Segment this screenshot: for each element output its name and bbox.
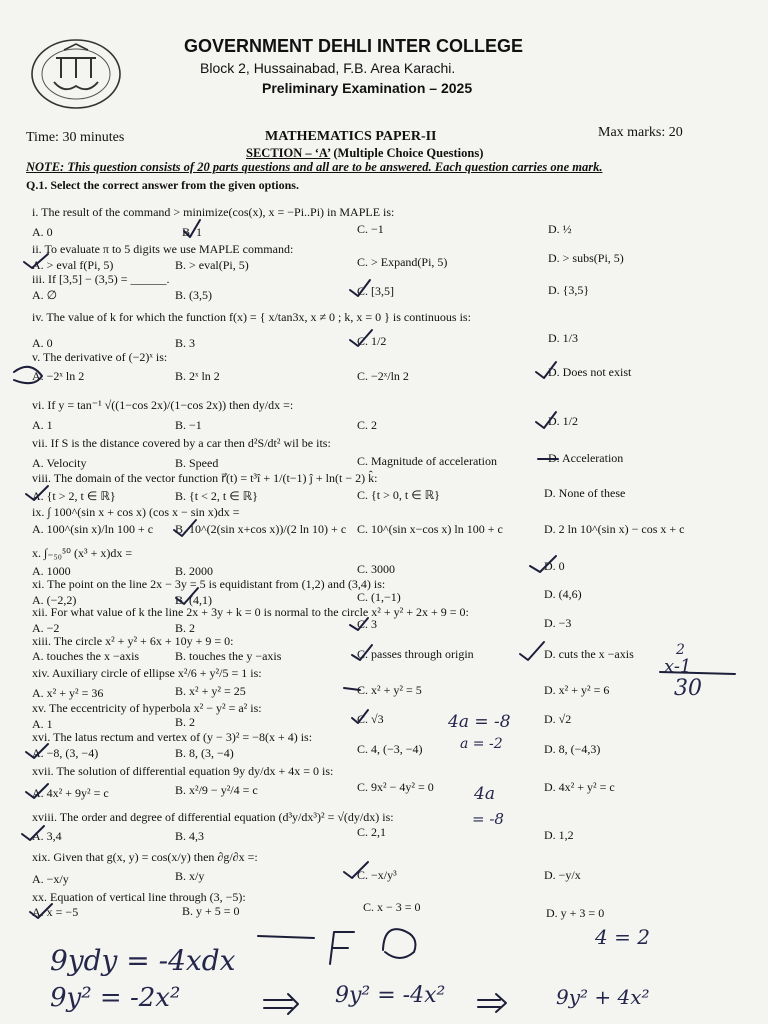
question-14: xiv. Auxiliary circle of ellipse x²/6 + y²/5 = 1 is: (32, 666, 262, 680)
q4-option-a: A. 0 (32, 336, 53, 350)
hw-note-minus8: = -8 (472, 810, 504, 828)
hw-work-line-5: 4 = 2 (595, 925, 650, 949)
question-2: ii. To evaluate π to 5 digits we use MAPLE command: (32, 242, 294, 256)
hw-work-line-4: 9y² + 4x² (556, 985, 650, 1009)
q20-option-c: C. x − 3 = 0 (363, 900, 421, 914)
q13-option-a: A. touches the x −axis (32, 649, 140, 663)
question-5: v. The derivative of (−2)ˣ is: (32, 350, 168, 364)
q2-option-c: C. > Expand(Pi, 5) (357, 255, 448, 269)
q5-option-d: D. Does not exist (548, 365, 632, 379)
q17-option-b: B. x²/9 − y²/4 = c (175, 783, 258, 797)
q19-option-a: A. −x/y (32, 872, 69, 886)
q1-option-c: C. −1 (357, 222, 384, 236)
q2-option-b: B. > eval(Pi, 5) (175, 258, 249, 272)
q7-option-a: A. Velocity (32, 456, 87, 470)
q10-option-a: A. 1000 (32, 564, 71, 578)
hw-work-line-2: 9y² = -2x² (50, 983, 181, 1013)
scribble-f (330, 932, 354, 964)
tick-q13d (520, 642, 544, 660)
q16-option-a: A. −8, (3, −4) (32, 746, 99, 760)
question-7: vii. If S is the distance covered by a car then d²S/dt² wil be its: (32, 436, 331, 450)
max-marks: Max marks: 20 (598, 125, 683, 140)
q12-option-d: D. −3 (544, 616, 572, 630)
q12-option-b: B. 2 (175, 621, 196, 635)
q4-option-c: C. 1/2 (357, 334, 387, 348)
q18-option-a: A. 3,4 (32, 829, 62, 843)
question-16: xvi. The latus rectum and vertex of (y − 3)² = −8(x + 4) is: (32, 730, 313, 744)
hw-work-line-1: 9ydy = -4xdx (50, 944, 236, 977)
question-3: iii. If [3,5] − (3,5) = ______. (32, 272, 170, 286)
question-18: xviii. The order and degree of differential equation (d³y/dx³)² = √(dy/dx) is: (32, 810, 394, 824)
q8-option-a: A. {t > 2, t ∈ ℝ} (32, 489, 116, 503)
q20-option-d: D. y + 3 = 0 (546, 906, 605, 920)
hw-note-a: a = -2 (460, 736, 503, 752)
question-6: vi. If y = tan⁻¹ √((1−cos 2x)/(1−cos 2x)) then dy/dx =: (32, 398, 294, 412)
q9-option-a: A. 100^(sin x)/ln 100 + c (32, 522, 154, 536)
instruction-text: Q.1. Select the correct answer from the given options. (26, 178, 299, 192)
section-prefix: SECTION – ‘A’ (246, 146, 331, 160)
question-15: xv. The eccentricity of hyperbola x² − y² = a² is: (32, 701, 262, 715)
q7-option-b: B. Speed (175, 456, 219, 470)
q19-option-b: B. x/y (175, 869, 205, 883)
q16-option-b: B. 8, (3, −4) (175, 746, 234, 760)
hw-note-2: 2 (676, 642, 685, 658)
question-4: iv. The value of k for which the function f(x) = { x/tan3x, x ≠ 0 ; k, x = 0 } is continuous is: (32, 310, 471, 324)
q17-option-c: C. 9x² − 4y² = 0 (357, 780, 434, 794)
scribble-circle (383, 929, 416, 958)
q10-option-c: C. 3000 (357, 562, 396, 576)
q13-option-b: B. touches the y −axis (175, 649, 282, 663)
q14-option-a: A. x² + y² = 36 (32, 686, 104, 700)
q14-option-b: B. x² + y² = 25 (175, 684, 246, 698)
exam-title: Preliminary Examination – 2025 (262, 80, 473, 96)
question-13: xiii. The circle x² + y² + 6x + 10y + 9 = 0: (32, 634, 234, 648)
college-name: GOVERNMENT DEHLI INTER COLLEGE (184, 36, 524, 56)
q18-option-d: D. 1,2 (544, 828, 574, 842)
question-11: xi. The point on the line 2x − 3y = 5 is equidistant from (1,2) and (3,4) is: (32, 577, 386, 591)
question-8: viii. The domain of the vector function r⃗(t) = t³î + 1/(t−1) ĵ + ln(t − 2) k̂: (32, 471, 378, 485)
q9-option-c: C. 10^(sin x−cos x) ln 100 + c (357, 522, 503, 536)
q1-option-b: B. 1 (182, 225, 203, 239)
q6-option-a: A. 1 (32, 418, 53, 432)
q8-option-c: C. {t > 0, t ∈ ℝ} (357, 488, 440, 502)
college-seal-logo (26, 36, 126, 116)
q7-option-c: C. Magnitude of acceleration (357, 454, 497, 468)
hw-work-line-3: 9y² = -4x² (335, 983, 446, 1008)
q19-option-c: C. −x/y³ (357, 868, 397, 882)
q7-option-d: D. Acceleration (548, 451, 624, 465)
q10-option-b: B. 2000 (175, 564, 214, 578)
q13-option-c: C. passes through origin (357, 647, 474, 661)
q12-option-a: A. −2 (32, 621, 60, 635)
q19-option-d: D. −y/x (544, 868, 581, 882)
q11-option-b: B. (4,1) (175, 593, 212, 607)
q9-option-b: B. 10^(2(sin x+cos x))/(2 ln 10) + c (175, 522, 347, 536)
q15-option-d: D. √2 (544, 712, 572, 726)
q13-option-d: D. cuts the x −axis (544, 647, 634, 661)
hw-note-4a: 4a = -8 (448, 712, 511, 732)
q5-option-b: B. 2ˣ ln 2 (175, 369, 220, 383)
hw-note-30: 30 (674, 676, 702, 701)
college-address: Block 2, Hussainabad, F.B. Area Karachi. (200, 60, 456, 76)
q9-option-d: D. 2 ln 10^(sin x) − cos x + c (544, 522, 685, 536)
q18-option-b: B. 4,3 (175, 829, 205, 843)
question-12: xii. For what value of k the line 2x + 3y + k = 0 is normal to the circle x² + y² + 2x + 9 = 0: (32, 605, 469, 619)
q16-option-d: D. 8, (−4,3) (544, 742, 601, 756)
q20-option-a: A. x = −5 (32, 905, 79, 919)
q1-option-a: A. 0 (32, 225, 53, 239)
q2-option-d: D. > subs(Pi, 5) (548, 251, 624, 265)
q6-option-d: D. 1/2 (548, 414, 578, 428)
question-9: ix. ∫ 100^(sin x + cos x) (cos x − sin x)dx = (32, 505, 240, 519)
paper-title: MATHEMATICS PAPER-II (265, 129, 437, 144)
q14-option-c: C. x² + y² = 5 (357, 683, 422, 697)
q14-option-d: D. x² + y² = 6 (544, 683, 610, 697)
q12-option-c: C. 3 (357, 617, 378, 631)
note-text: NOTE: This question consists of 20 parts questions and all are to be answered. Each question carries one mark. (26, 160, 603, 174)
q2-option-a: A. > eval f(Pi, 5) (32, 258, 114, 272)
hw-note-4a-2: 4a (474, 784, 495, 804)
q16-option-c: C. 4, (−3, −4) (357, 742, 423, 756)
exam-time: Time: 30 minutes (26, 130, 125, 145)
q8-option-b: B. {t < 2, t ∈ ℝ} (175, 489, 258, 503)
question-20: xx. Equation of vertical line through (3, −5): (32, 890, 246, 904)
q17-option-d: D. 4x² + y² = c (544, 780, 615, 794)
q20-option-b: B. y + 5 = 0 (182, 904, 240, 918)
q3-option-c: C. [3,5] (357, 284, 394, 298)
q5-option-a: A. −2ˣ ln 2 (32, 369, 85, 383)
question-19: xix. Given that g(x, y) = cos(x/y) then ∂g/∂x =: (32, 850, 258, 864)
q3-option-b: B. (3,5) (175, 288, 212, 302)
q11-option-a: A. (−2,2) (32, 593, 77, 607)
q10-option-d: D. 0 (544, 559, 565, 573)
q18-option-c: C. 2,1 (357, 825, 387, 839)
section-title: (Multiple Choice Questions) (333, 146, 484, 160)
q3-option-a: A. ∅ (32, 288, 58, 302)
hw-note-x-1: x-1 (664, 656, 692, 677)
section-heading (246, 146, 483, 161)
arrow-implies-2 (478, 994, 506, 1012)
q6-option-c: C. 2 (357, 418, 378, 432)
q15-option-b: B. 2 (175, 715, 196, 729)
q6-option-b: B. −1 (175, 418, 202, 432)
q11-option-c: C. (1,−1) (357, 590, 401, 604)
question-1: i. The result of the command > minimize(cos(x), x = −Pi..Pi) in MAPLE is: (32, 205, 395, 219)
q11-option-d: D. (4,6) (544, 587, 582, 601)
arrow-implies-1 (264, 994, 298, 1014)
q5-option-c: C. −2ˣ/ln 2 (357, 369, 409, 383)
q1-option-d: D. ½ (548, 222, 572, 236)
q17-option-a: A. 4x² + 9y² = c (32, 786, 109, 800)
q4-option-d: D. 1/3 (548, 331, 578, 345)
q4-option-b: B. 3 (175, 336, 196, 350)
dash-separator (258, 936, 314, 938)
question-17: xvii. The solution of differential equation 9y dy/dx + 4x = 0 is: (32, 764, 334, 778)
question-10: x. ∫₋₅₀⁵⁰ (x³ + x)dx = (32, 546, 133, 560)
q15-option-a: A. 1 (32, 717, 53, 731)
q8-option-d: D. None of these (544, 486, 626, 500)
q3-option-d: D. {3,5} (548, 283, 590, 297)
q15-option-c: C. √3 (357, 712, 384, 726)
